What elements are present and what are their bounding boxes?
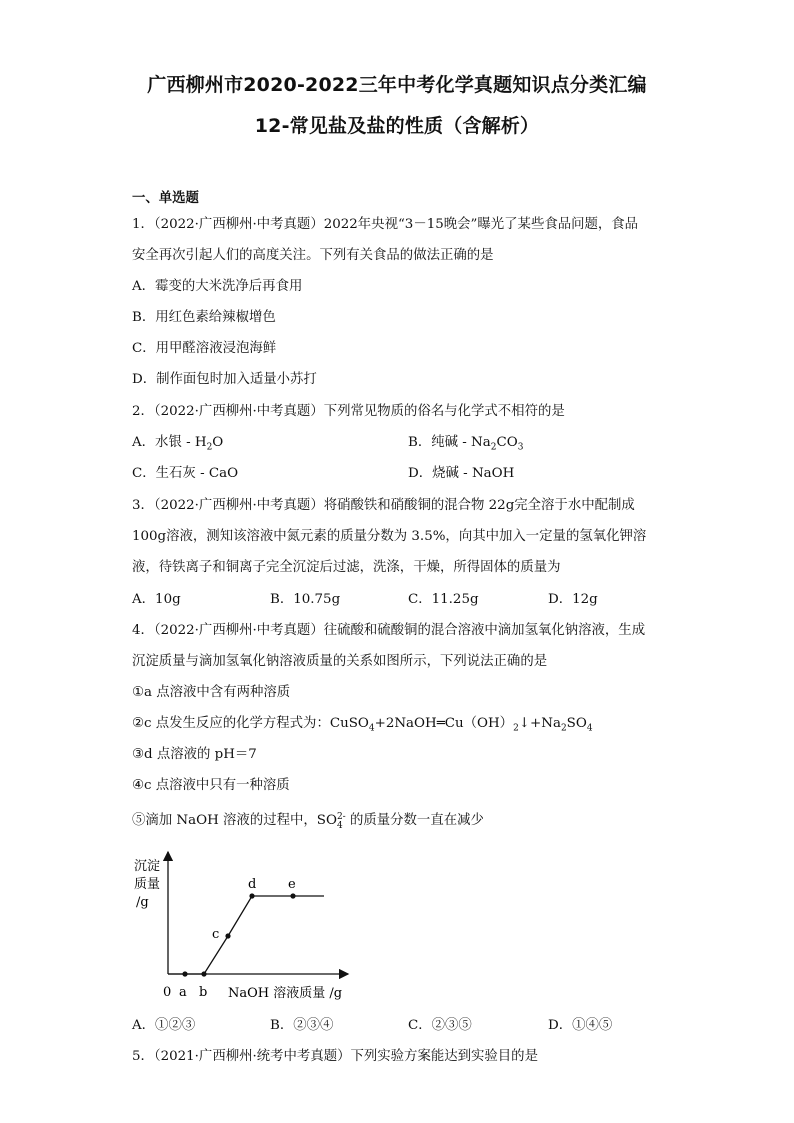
q2-option-b: B．纯碱 - $Na_2CO_3$ bbox=[408, 435, 524, 453]
q1-option-d: D．制作面包时加入适量小苏打 bbox=[132, 372, 317, 387]
point-b bbox=[201, 971, 206, 976]
x-point-label-a: a bbox=[179, 985, 187, 1000]
q4-statement-2: ②c 点发生反应的化学方程式为：$CuSO_4+2NaOH═Cu(OH)_2↓+Na_2SO_4$ bbox=[132, 716, 593, 734]
q3-option-a: A．10g bbox=[132, 592, 181, 607]
precipitate-mass-chart bbox=[128, 848, 368, 1008]
q3-option-b: B．10.75g bbox=[270, 592, 341, 607]
point-c bbox=[225, 933, 230, 938]
point-e bbox=[290, 893, 295, 898]
section-heading: 一、单选题 bbox=[132, 191, 199, 206]
y-axis-label-3: /g bbox=[136, 895, 149, 910]
q4-option-b: B．②③④ bbox=[270, 1018, 334, 1033]
q4-stem-line2: 沉淀质量与滴加氢氧化钠溶液质量的关系如图所示，下列说法正确的是 bbox=[132, 654, 548, 669]
q4-option-a: A．①②③ bbox=[132, 1018, 196, 1033]
q1-option-c: C．用甲醛溶液浸泡海鲜 bbox=[132, 341, 277, 356]
q4-statement-4: ④c 点溶液中只有一种溶质 bbox=[132, 778, 290, 793]
q4-statement-5: ⑤滴加 NaOH 溶液的过程中，SO 2- 4 的质量分数一直在减少 bbox=[132, 812, 484, 831]
point-d bbox=[249, 893, 254, 898]
q2-option-c: C．生石灰 - CaO bbox=[132, 466, 239, 481]
x-point-label-b: b bbox=[199, 985, 208, 1000]
q2-stem: 2．（2022·广西柳州·中考真题）下列常见物质的俗名与化学式不相符的是 bbox=[132, 404, 565, 419]
y-axis-label-1: 沉淀 bbox=[134, 859, 161, 874]
document-title-line2: 12-常见盐及盐的性质（含解析） bbox=[254, 115, 540, 137]
point-label-c: c bbox=[212, 927, 220, 942]
q2-option-d: D．烧碱 - NaOH bbox=[408, 466, 515, 481]
q5-stem: 5．（2021·广西柳州·统考中考真题）下列实验方案能达到实验目的是 bbox=[132, 1049, 538, 1064]
q1-option-b: B．用红色素给辣椒增色 bbox=[132, 310, 276, 325]
q3-option-c: C．11.25g bbox=[408, 592, 479, 607]
q3-stem-line2: 100g溶液，测知该溶液中氮元素的质量分数为 3.5%，向其中加入一定量的氢氧化钾溶 bbox=[132, 529, 647, 544]
data-line bbox=[168, 896, 324, 974]
q4-stem-line1: 4．（2022·广西柳州·中考真题）往硫酸和硫酸铜的混合溶液中滴加氢氧化钠溶液，生成 bbox=[132, 623, 646, 638]
point-label-d: d bbox=[248, 877, 257, 892]
origin-label: 0 bbox=[163, 985, 172, 1000]
q1-stem-line1: 1．（2022·广西柳州·中考真题）2022年央视“3－15晚会”曝光了某些食品问题，食品 bbox=[132, 217, 639, 232]
q2-option-a: A．水银 - $H_2O$ bbox=[132, 435, 224, 453]
q4-statement-3: ③d 点溶液的 pH＝7 bbox=[132, 747, 257, 762]
q4-option-d: D．①④⑤ bbox=[548, 1018, 613, 1033]
q1-option-a: A．霉变的大米洗净后再食用 bbox=[132, 279, 303, 294]
q4-statement-1: ①a 点溶液中含有两种溶质 bbox=[132, 685, 291, 700]
document-title-line1: 广西柳州市2020-2022三年中考化学真题知识点分类汇编 bbox=[147, 74, 647, 96]
q4-option-c: C．②③⑤ bbox=[408, 1018, 472, 1033]
point-label-e: e bbox=[288, 877, 296, 892]
point-a bbox=[182, 971, 187, 976]
x-axis-label: NaOH 溶液质量 /g bbox=[228, 986, 343, 1001]
q3-option-d: D．12g bbox=[548, 592, 598, 607]
q3-stem-line3: 液，待铁离子和铜离子完全沉淀后过滤，洗涤，干燥，所得固体的质量为 bbox=[132, 560, 561, 575]
q3-stem-line1: 3．（2022·广西柳州·中考真题）将硝酸铁和硝酸铜的混合物 22g完全溶于水中配制成 bbox=[132, 498, 635, 513]
y-axis-label-2: 质量 bbox=[134, 877, 161, 892]
q1-stem-line2: 安全再次引起人们的高度关注。下列有关食品的做法正确的是 bbox=[132, 248, 494, 263]
